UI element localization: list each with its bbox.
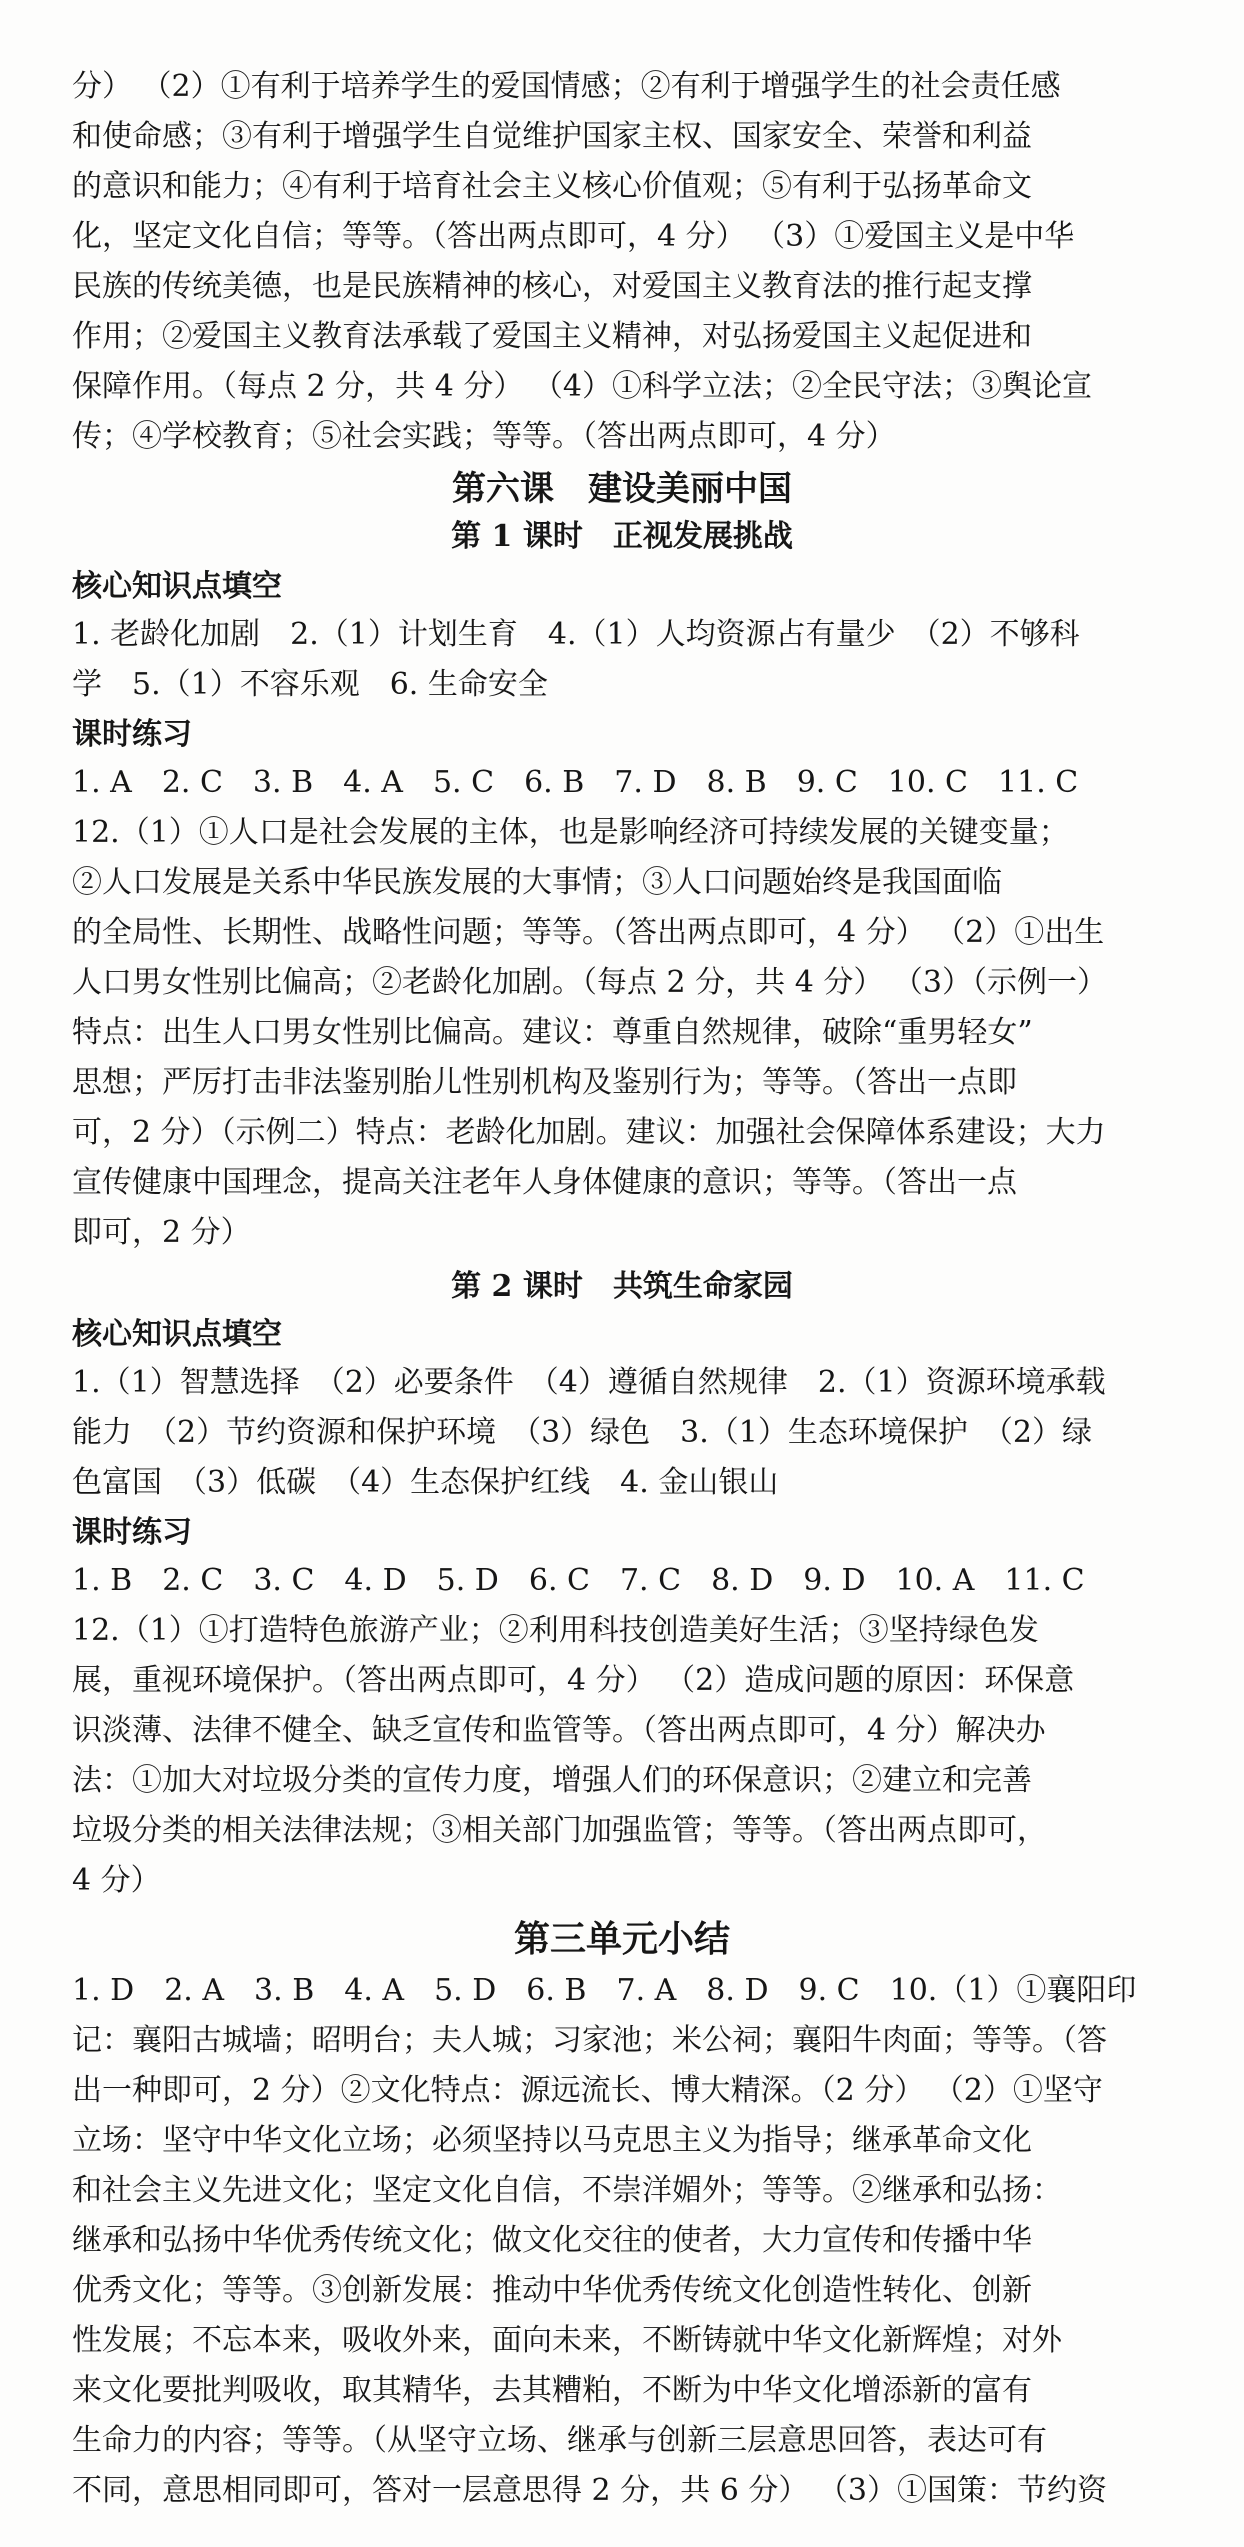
- lesson-title: 第六课 建设美丽中国: [452, 469, 792, 509]
- answer-key-line: 1. B 2. C 3. C 4. D 5. D 6. C 7. C 8. D 9. D 10. A 11. C: [72, 1563, 1085, 1598]
- text-line: 可，2 分）（示例二）特点：老龄化加剧。建议：加强社会保障体系建设；大力: [72, 1115, 1106, 1150]
- text-line: 特点：出生人口男女性别比偏高。建议：尊重自然规律，破除“重男轻女”: [72, 1015, 1033, 1050]
- text-line: 和使命感；③有利于增强学生自觉维护国家主权、国家安全、荣誉和利益: [72, 119, 1032, 154]
- text-line: 1. 老龄化加剧 2.（1）计划生育 4.（1）人均资源占有量少 （2）不够科: [72, 617, 1080, 652]
- text-line: 化，坚定文化自信；等等。（答出两点即可，4 分） （3）①爱国主义是中华: [72, 219, 1075, 254]
- text-line: 保障作用。（每点 2 分，共 4 分） （4）①科学立法；②全民守法；③舆论宣: [72, 369, 1092, 404]
- text-line: 作用；②爱国主义教育法承载了爱国主义精神，对弘扬爱国主义起促进和: [72, 319, 1032, 354]
- section-heading-core: 核心知识点填空: [72, 569, 282, 604]
- text-line: 不同，意思相同即可，答对一层意思得 2 分，共 6 分） （3）①国策：节约资: [72, 2473, 1107, 2508]
- text-line: 学 5.（1）不容乐观 6. 生命安全: [72, 667, 548, 702]
- text-line: 来文化要批判吸收，取其精华，去其糟粕，不断为中华文化增添新的富有: [72, 2373, 1032, 2408]
- period-title: 第 1 课时 正视发展挑战: [451, 519, 793, 554]
- text-line: ②人口发展是关系中华民族发展的大事情；③人口问题始终是我国面临: [72, 865, 1002, 900]
- section-heading-core: 核心知识点填空: [72, 1317, 282, 1352]
- answer-key-line: 1. A 2. C 3. B 4. A 5. C 6. B 7. D 8. B 9. C 10. C 11. C: [72, 765, 1079, 800]
- text-line: 继承和弘扬中华优秀传统文化；做文化交往的使者，大力宣传和传播中华: [72, 2223, 1032, 2258]
- text-line: 1.（1）智慧选择 （2）必要条件 （4）遵循自然规律 2.（1）资源环境承载: [72, 1365, 1106, 1400]
- text-line: 法：①加大对垃圾分类的宣传力度，增强人们的环保意识；②建立和完善: [72, 1763, 1032, 1798]
- text-line: 性发展；不忘本来，吸收外来，面向未来，不断铸就中华文化新辉煌；对外: [72, 2323, 1062, 2358]
- text-line: 4 分）: [72, 1863, 161, 1898]
- section-heading-practice: 课时练习: [72, 1515, 192, 1550]
- text-line: 传；④学校教育；⑤社会实践；等等。（答出两点即可，4 分）: [72, 419, 896, 454]
- unit-title: 第三单元小结: [513, 1918, 730, 1960]
- text-line: 出一种即可，2 分）②文化特点：源远流长、博大精深。（2 分） （2）①坚守: [72, 2073, 1103, 2108]
- text-line: 识淡薄、法律不健全、缺乏宣传和监管等。（答出两点即可，4 分）解决办: [72, 1713, 1046, 1748]
- text-line: 生命力的内容；等等。（从坚守立场、继承与创新三层意思回答，表达可有: [72, 2423, 1047, 2458]
- text-line: 能力 （2）节约资源和保护环境 （3）绿色 3.（1）生态环境保护 （2）绿: [72, 1415, 1092, 1450]
- text-line: 即可，2 分）: [72, 1215, 251, 1250]
- text-line: 12.（1）①打造特色旅游产业；②利用科技创造美好生活；③坚持绿色发: [72, 1613, 1039, 1648]
- text-line: 的意识和能力；④有利于培育社会主义核心价值观；⑤有利于弘扬革命文: [72, 169, 1032, 204]
- text-line: 展，重视环境保护。（答出两点即可，4 分） （2）造成问题的原因：环保意: [72, 1663, 1075, 1698]
- text-line: 思想；严厉打击非法鉴别胎儿性别机构及鉴别行为；等等。（答出一点即: [72, 1065, 1017, 1100]
- text-line: 和社会主义先进文化；坚定文化自信，不崇洋媚外；等等。②继承和弘扬：: [72, 2173, 1062, 2208]
- text-line: 宣传健康中国理念，提高关注老年人身体健康的意识；等等。（答出一点: [72, 1165, 1017, 1200]
- text-line: 人口男女性别比偏高；②老龄化加剧。（每点 2 分，共 4 分） （3）（示例一）: [72, 965, 1107, 1000]
- text-line: 垃圾分类的相关法律法规；③相关部门加强监管；等等。（答出两点即可，: [72, 1813, 1047, 1848]
- text-line: 民族的传统美德，也是民族精神的核心，对爱国主义教育法的推行起支撑: [72, 269, 1032, 304]
- text-line: 分） （2）①有利于培养学生的爱国情感；②有利于增强学生的社会责任感: [72, 69, 1061, 104]
- text-line: 的全局性、长期性、战略性问题；等等。（答出两点即可，4 分） （2）①出生: [72, 915, 1105, 950]
- text-line: 色富国 （3）低碳 （4）生态保护红线 4. 金山银山: [72, 1465, 779, 1500]
- text-line: 12.（1）①人口是社会发展的主体，也是影响经济可持续发展的关键变量；: [72, 815, 1069, 850]
- text-line: 记：襄阳古城墙；昭明台；夫人城；习家池；米公祠；襄阳牛肉面；等等。（答: [72, 2023, 1107, 2058]
- period-title: 第 2 课时 共筑生命家园: [451, 1269, 793, 1304]
- text-line: 优秀文化；等等。③创新发展：推动中华优秀传统文化创造性转化、创新: [72, 2273, 1032, 2308]
- text-line: 1. D 2. A 3. B 4. A 5. D 6. B 7. A 8. D 9. C 10.（1）①襄阳印: [72, 1973, 1137, 2008]
- text-line: 立场：坚守中华文化立场；必须坚持以马克思主义为指导；继承革命文化: [72, 2123, 1032, 2158]
- section-heading-practice: 课时练习: [72, 717, 192, 752]
